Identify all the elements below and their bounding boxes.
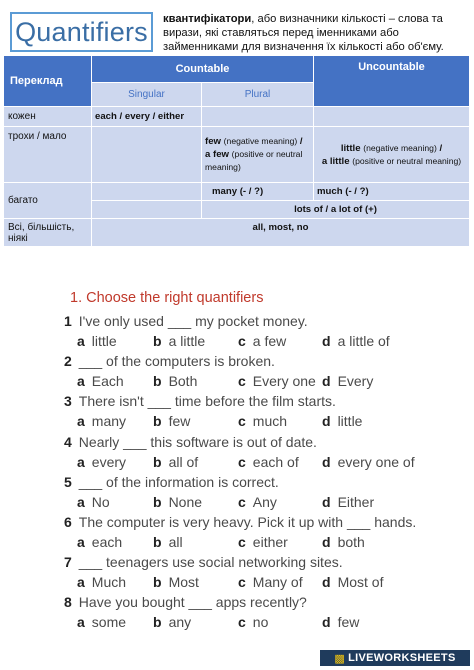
option-letter: a [77,574,85,591]
option-text: Either [337,493,375,510]
option-text: Much [91,574,127,591]
option-text: both [337,534,365,550]
a-little-note: (positive or neutral meaning) [352,155,462,166]
option-text: a little [168,333,206,349]
option-letter: d [322,614,331,631]
option-text: every one of [337,453,415,470]
question-4 [64,434,317,450]
option-letter: c [238,413,246,430]
option-letter: a [77,534,85,550]
option-a[interactable] [77,413,126,429]
little-label: little [340,142,361,154]
cell-uncountable [314,107,470,127]
option-c[interactable] [238,534,288,550]
cell-singular: each / every / either [92,107,202,127]
options-row [77,614,472,632]
exercise-title: 1. Choose the right quantifiers [70,290,264,306]
question-7 [64,554,343,570]
option-text: much [252,413,288,430]
option-b[interactable] [153,373,197,389]
option-text: Both [168,373,198,390]
option-b[interactable] [153,494,202,510]
cell-singular [92,201,202,219]
option-letter: b [153,453,162,470]
option-b[interactable] [153,614,191,630]
cell-singular [92,127,202,183]
option-d[interactable] [322,333,390,349]
option-text: Most [168,574,199,591]
option-letter: c [238,574,246,591]
option-text: each of [252,453,299,470]
option-text: every [91,453,127,470]
options-row [77,534,472,552]
option-a[interactable] [77,534,122,550]
question-text: Nearly ___ this software is out of date. [78,433,317,450]
row-label: кожен [4,107,92,127]
option-letter: c [238,614,246,631]
option-letter: d [322,534,331,550]
option-c[interactable] [238,373,316,389]
option-letter: d [322,373,331,390]
options-row [77,413,472,431]
header-countable: Countable [92,56,314,83]
cell-uncountable [314,127,470,183]
header-translation: Переклад [4,56,92,107]
option-b[interactable] [153,413,190,429]
header-uncountable: Uncountable [314,56,470,107]
option-text: either [252,534,288,550]
option-text: a little of [337,333,390,349]
question-text: ___ teenagers use social networking sites. [78,554,343,571]
cell-all-most-no: all, most, no [92,219,470,247]
page-title: Quantifiers [10,12,153,52]
question-2 [64,353,275,369]
a-few-label: a few [205,149,229,160]
option-letter: a [77,493,85,510]
option-d[interactable] [322,494,374,510]
option-letter: c [238,534,246,550]
option-a[interactable] [77,614,126,630]
cell-plural [202,107,314,127]
option-letter: d [322,574,331,591]
question-number: 8 [64,594,72,611]
row-label: Всі, більшість, ніякі [4,219,92,247]
option-d[interactable] [322,614,359,630]
cell-plural [202,127,314,183]
question-number: 2 [64,353,72,370]
option-text: Many of [252,574,303,591]
option-letter: a [77,413,85,430]
option-text: some [91,614,127,631]
option-b[interactable] [153,574,199,590]
option-b[interactable] [153,454,198,470]
question-text: The computer is very heavy. Pick it up with ___ hands. [78,514,417,530]
option-d[interactable] [322,454,415,470]
question-number: 3 [64,393,72,410]
option-letter: c [238,453,246,470]
option-c[interactable] [238,413,287,429]
table-row [4,127,470,183]
option-letter: d [322,493,331,510]
option-text: little [91,333,117,349]
option-letter: b [153,614,162,631]
definition-term: квантифікатори [163,13,252,25]
liveworksheets-logo-icon: ▩ [334,652,346,665]
option-letter: b [153,413,162,430]
option-a[interactable] [77,373,124,389]
option-text: No [91,493,110,510]
option-text: Each [91,373,124,390]
row-label: трохи / мало [4,127,92,183]
option-letter: d [322,453,331,470]
question-6 [64,514,416,530]
option-text: few [168,413,191,430]
option-letter: d [322,333,331,349]
definition-text [163,12,468,54]
quantifiers-table [3,55,470,247]
option-text: Any [252,493,277,510]
option-text: Most of [337,574,384,591]
question-text: Have you bought ___ apps recently? [78,594,307,611]
option-d[interactable] [322,373,373,389]
table-row [4,219,470,247]
cell-plural: many (- / ?) [202,183,314,201]
options-row [77,494,472,512]
option-c[interactable] [238,454,299,470]
option-c[interactable] [238,614,268,630]
option-d[interactable] [322,574,383,590]
option-d[interactable] [322,534,365,550]
option-text: all [168,534,183,550]
option-letter: c [238,493,246,510]
little-sep: / [436,142,443,154]
option-text: many [91,413,127,430]
option-text: Every [337,373,374,390]
option-letter: d [322,413,331,430]
option-b[interactable] [153,534,183,550]
question-1 [64,313,308,329]
table-header-row [4,56,470,83]
option-a[interactable] [77,494,110,510]
options-row [77,373,472,391]
table-row [4,183,470,201]
option-letter: a [77,373,85,390]
question-number: 1 [64,313,72,329]
few-note: (negative meaning) [223,136,298,146]
question-number: 6 [64,514,72,530]
option-text: a few [252,333,287,349]
few-label: few [205,136,221,147]
option-text: few [337,614,360,631]
option-a[interactable] [77,454,126,470]
a-little-label: a little [321,155,350,167]
option-letter: b [153,534,162,550]
footer-brand: LIVEWORKSHEETS [348,652,456,664]
option-c[interactable] [238,574,303,590]
option-d[interactable] [322,413,362,429]
option-letter: a [77,453,85,470]
options-row [77,333,472,351]
options-row [77,454,472,472]
question-8 [64,594,307,610]
cell-uncountable: much (- / ?) [314,183,470,201]
option-text: all of [168,453,199,470]
question-5 [64,474,279,490]
option-a[interactable] [77,574,126,590]
little-note: (negative meaning) [363,142,437,153]
definition-body: , або визначники кількості – слова та вирази, які ставляться перед іменниками або займенниками для визначення їх кількості або об'єму. [163,13,444,53]
row-label: багато [4,183,92,219]
question-text: There isn't ___ time before the film starts. [78,393,336,410]
few-sep: / [297,136,303,147]
option-text: each [91,534,123,550]
option-c[interactable] [238,494,277,510]
option-letter: c [238,373,246,390]
a-few-note: (positive or neutral meaning) [205,149,303,172]
option-text: little [337,413,363,430]
question-number: 7 [64,554,72,571]
option-c[interactable] [238,333,286,349]
option-letter: b [153,493,162,510]
options-row [77,574,472,592]
option-b[interactable] [153,333,205,349]
option-letter: c [238,333,246,349]
option-a[interactable] [77,333,117,349]
question-3 [64,393,336,409]
subheader-plural: Plural [202,83,314,107]
question-text: I've only used ___ my pocket money. [78,313,308,329]
question-number: 5 [64,473,72,490]
question-text: ___ of the computers is broken. [78,353,275,370]
question-number: 4 [64,433,72,450]
question-text: ___ of the information is correct. [78,473,279,490]
table-row [4,107,470,127]
option-letter: b [153,373,162,390]
option-text: any [168,614,192,631]
cell-lots-of: lots of / a lot of (+) [202,201,470,219]
option-text: None [168,493,203,510]
option-letter: b [153,333,162,349]
option-letter: b [153,574,162,591]
subheader-singular: Singular [92,83,202,107]
liveworksheets-logo[interactable] [320,650,470,666]
option-letter: a [77,614,85,631]
option-text: Every one [252,373,316,390]
option-text: no [252,614,269,631]
option-letter: a [77,333,85,349]
cell-singular [92,183,202,201]
